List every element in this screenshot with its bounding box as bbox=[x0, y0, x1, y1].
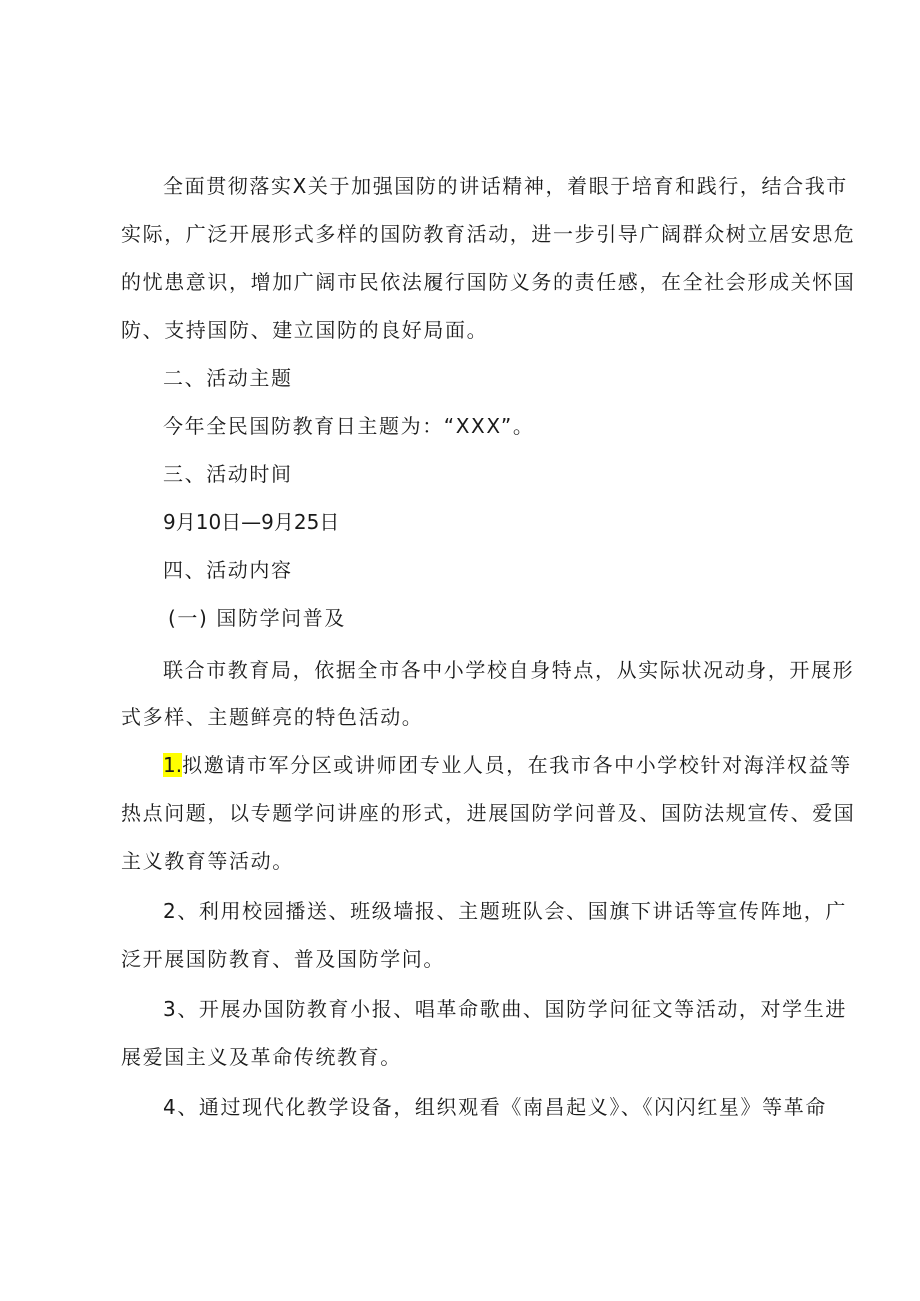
section-3-heading: 三、活动时间 bbox=[163, 462, 293, 486]
item-3-line-2: 展爱国主义及革命传统教育。 bbox=[121, 1045, 402, 1069]
item-1-line-3: 主义教育等活动。 bbox=[121, 849, 294, 873]
item-1-line-1 bbox=[0, 750, 920, 780]
intro-line-4: 防、支持国防、建立国防的良好局面。 bbox=[121, 318, 489, 342]
item-2-line-2: 泛开展国防教育、普及国防学问。 bbox=[121, 947, 445, 971]
section-4-heading: 四、活动内容 bbox=[163, 558, 293, 582]
item-1-text: 拟邀请市军分区或讲师团专业人员，在我市各中小学校针对海洋权益等 bbox=[182, 753, 852, 777]
section-2-heading: 二、活动主题 bbox=[163, 366, 293, 390]
item-1-line-2: 热点问题，以专题学问讲座的形式，进展国防学问普及、国防法规宣传、爱国 bbox=[121, 801, 856, 825]
item-1-marker-highlight: 1. bbox=[163, 753, 183, 777]
intro-line-1: 全面贯彻落实X关于加强国防的讲话精神，着眼于培育和践行，结合我市 bbox=[163, 174, 848, 198]
item-3-line-1: 3、开展办国防教育小报、唱革命歌曲、国防学问征文等活动，对学生进 bbox=[163, 997, 847, 1021]
section-2-text: 今年全民国防教育日主题为：“XXX”。 bbox=[163, 414, 535, 438]
section-3-text: 9月10日—9月25日 bbox=[163, 510, 340, 534]
item-4-line-1: 4、通过现代化教学设备，组织观看《南昌起义》、《闪闪红星》等革命 bbox=[163, 1095, 827, 1119]
item-2-line-1: 2、利用校园播送、班级墙报、主题班队会、国旗下讲话等宣传阵地，广 bbox=[163, 899, 847, 923]
section-4-subheading: (一) 国防学问普及 bbox=[168, 606, 346, 630]
section-4-para-line-1: 联合市教育局，依据全市各中小学校自身特点，从实际状况动身，开展形 bbox=[163, 658, 855, 682]
intro-line-3: 的忧患意识，增加广阔市民依法履行国防义务的责任感，在全社会形成关怀国 bbox=[121, 270, 856, 294]
section-4-para-line-2: 式多样、主题鲜亮的特色活动。 bbox=[121, 705, 424, 729]
intro-line-2: 实际，广泛开展形式多样的国防教育活动，进一步引导广阔群众树立居安思危 bbox=[121, 222, 856, 246]
